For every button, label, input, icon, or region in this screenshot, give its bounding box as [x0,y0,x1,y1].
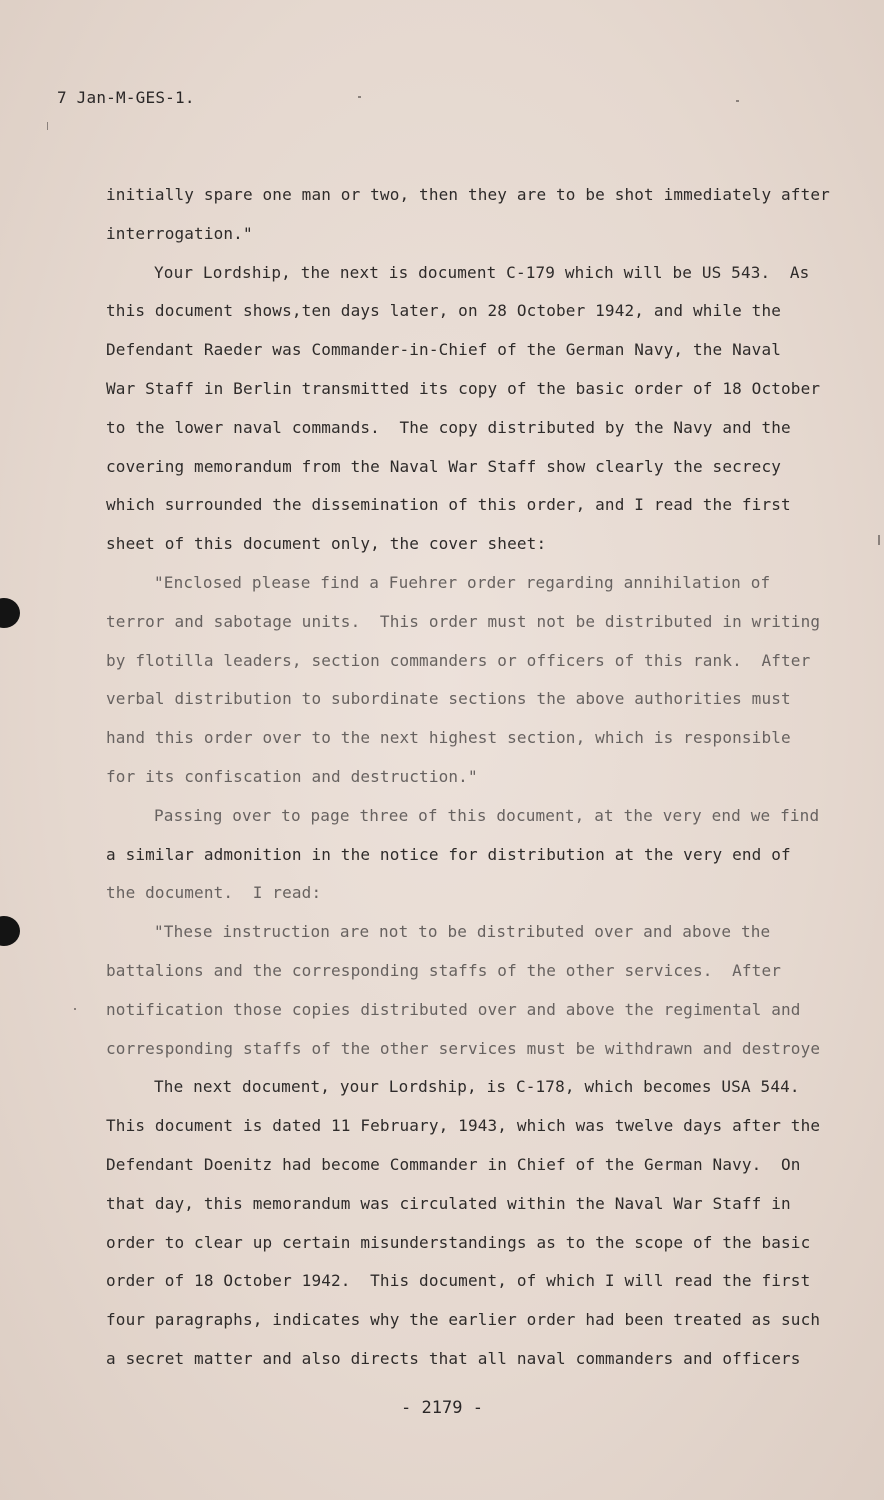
document-header: 7 Jan-M-GES-1. [57,88,195,107]
text-line: order of 18 October 1942. This document, of which I will read the first [106,1271,811,1291]
text-line: This document is dated 11 February, 1943, which was twelve days after the [106,1116,821,1136]
text-line: order to clear up certain misunderstandings as to the scope of the basic [106,1232,811,1252]
text-line: a secret matter and also directs that all naval commanders and officers [106,1348,801,1368]
text-line: Defendant Raeder was Commander-in-Chief of the German Navy, the Naval [106,340,782,360]
body-text [106,176,830,1379]
text-line: this document shows,ten days later, on 28 October 1942, and while the [106,301,782,321]
text-line: by flotilla leaders, section commanders or officers of this rank. After [106,650,811,670]
text-line: sheet of this document only, the cover sheet: [106,534,547,554]
paper-speck [736,100,739,102]
paper-speck [878,535,880,545]
text-line: Defendant Doenitz had become Commander in Chief of the German Navy. On [106,1154,801,1174]
text-line: notification those copies distributed over and above the regimental and [106,999,801,1019]
text-line: War Staff in Berlin transmitted its copy of the basic order of 18 October [106,378,821,398]
text-line: terror and sabotage units. This order must not be distributed in writing [106,611,821,631]
text-line: covering memorandum from the Naval War Staff show clearly the secrecy [106,456,782,476]
text-line: "Enclosed please find a Fuehrer order regarding annihilation of [154,572,771,592]
punch-hole [0,598,20,628]
text-line: which surrounded the dissemination of this order, and I read the first [106,495,791,515]
page-number: - 2179 - [401,1398,483,1418]
text-line: to the lower naval commands. The copy distributed by the Navy and the [106,417,791,437]
text-line: Passing over to page three of this document, at the very end we find [154,805,820,825]
text-line: four paragraphs, indicates why the earlier order had been treated as such [106,1310,821,1330]
text-line: that day, this memorandum was circulated within the Naval War Staff in [106,1193,791,1213]
paper-speck [358,96,361,98]
text-line: Your Lordship, the next is document C-179 which will be US 543. As [154,262,810,282]
text-line: for its confiscation and destruction." [106,766,478,786]
text-line: verbal distribution to subordinate sections the above authorities must [106,689,791,709]
text-line: The next document, your Lordship, is C-178, which becomes USA 544. [154,1077,800,1097]
text-line: the document. I read: [106,883,322,903]
text-line: corresponding staffs of the other services must be withdrawn and destroye [106,1038,821,1058]
text-line: interrogation." [106,223,253,243]
paper-speck [74,1008,76,1010]
text-line: hand this order over to the next highest section, which is responsible [106,728,791,748]
punch-hole [0,916,20,946]
text-line: "These instruction are not to be distributed over and above the [154,922,771,942]
paper-speck [47,122,48,130]
text-line: battalions and the corresponding staffs of the other services. After [106,960,782,980]
text-line: initially spare one man or two, then they are to be shot immediately after [106,185,830,204]
text-line: a similar admonition in the notice for distribution at the very end of [106,844,791,864]
